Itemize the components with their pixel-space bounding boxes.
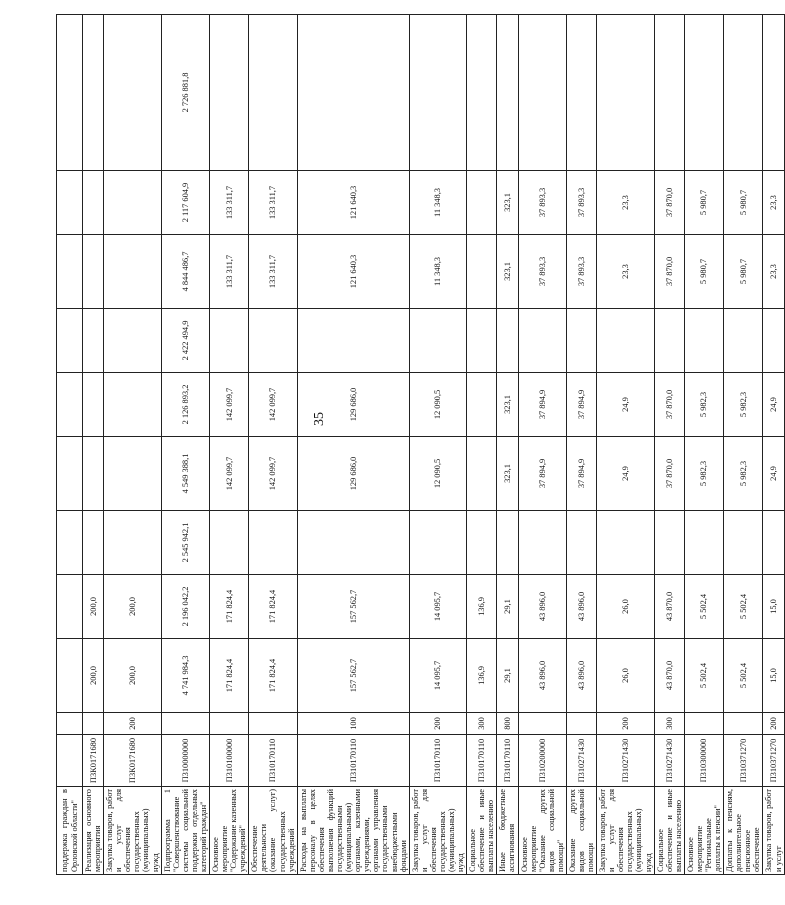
table-row — [654, 15, 684, 875]
row-value-cell: 2 117 604,9 — [161, 171, 209, 235]
row-code-cell: П310170110 — [409, 735, 466, 787]
row-code-cell: П3К0171680 — [104, 735, 161, 787]
table-row — [409, 15, 466, 875]
row-value-cell: 200,0 — [104, 639, 161, 713]
row-value-cell — [104, 309, 161, 373]
row-name-cell: Закупка товаров, работ и услуг для обеспечения государственных (муниципальных) нужд — [597, 787, 654, 875]
row-value-cell: 15,0 — [763, 575, 784, 639]
row-value-cell — [297, 309, 409, 373]
row-name-cell: Основное мероприятие "Оказание других видов социальной помощи" — [518, 787, 566, 875]
row-name-cell: Оказание других видов социальной помощи — [566, 787, 596, 875]
table-row — [297, 15, 409, 875]
row-value-cell: 171 824,4 — [249, 639, 297, 713]
row-value-cell: 5 982,3 — [684, 373, 723, 437]
row-value-cell: 171 824,4 — [249, 575, 297, 639]
row-value-cell: 5 502,4 — [724, 639, 763, 713]
row-name-cell: Социальное обеспечение и иные выплаты населению — [467, 787, 497, 875]
row-vr-cell — [724, 713, 763, 735]
row-value-cell — [83, 171, 104, 235]
row-value-cell: 11 348,3 — [409, 235, 466, 309]
row-value-cell — [210, 309, 249, 373]
row-value-cell: 29,1 — [497, 575, 518, 639]
row-value-cell — [597, 511, 654, 575]
row-code-cell: П310371270 — [724, 735, 763, 787]
row-value-cell: 37 894,9 — [518, 437, 566, 511]
row-value-cell: 37 894,9 — [518, 373, 566, 437]
row-value-cell — [724, 511, 763, 575]
row-value-cell — [597, 309, 654, 373]
row-value-cell — [763, 15, 784, 171]
row-value-cell — [104, 171, 161, 235]
row-value-cell — [249, 309, 297, 373]
row-value-cell — [57, 171, 83, 235]
row-vr-cell — [566, 713, 596, 735]
row-value-cell — [654, 309, 684, 373]
row-value-cell: 171 824,4 — [210, 639, 249, 713]
row-value-cell: 23,3 — [763, 235, 784, 309]
row-value-cell — [467, 235, 497, 309]
row-value-cell: 5 982,3 — [684, 437, 723, 511]
row-vr-cell: 300 — [467, 713, 497, 735]
row-value-cell — [409, 511, 466, 575]
row-value-cell — [57, 511, 83, 575]
row-value-cell — [724, 309, 763, 373]
table-row — [210, 15, 249, 875]
row-vr-cell: 200 — [409, 713, 466, 735]
row-value-cell: 12 090,5 — [409, 373, 466, 437]
row-value-cell: 37 894,9 — [566, 437, 596, 511]
row-code-cell — [57, 735, 83, 787]
row-value-cell: 37 893,3 — [566, 171, 596, 235]
row-vr-cell: 300 — [654, 713, 684, 735]
row-name-cell: поддержка граждан в Орловской области" — [57, 787, 83, 875]
row-value-cell — [57, 309, 83, 373]
row-value-cell — [57, 639, 83, 713]
table-row — [724, 15, 763, 875]
row-value-cell: 121 640,3 — [297, 235, 409, 309]
row-value-cell: 5 980,7 — [724, 235, 763, 309]
row-value-cell — [57, 235, 83, 309]
row-name-cell: Доплаты к пенсиям, дополнительное пенсионное обеспечение — [724, 787, 763, 875]
rotated-budget-sheet — [56, 15, 783, 875]
row-value-cell — [104, 511, 161, 575]
row-value-cell: 24,9 — [597, 373, 654, 437]
row-value-cell — [57, 15, 83, 171]
row-value-cell — [497, 15, 518, 171]
row-code-cell: П310371270 — [763, 735, 784, 787]
row-value-cell: 14 095,7 — [409, 639, 466, 713]
table-row — [497, 15, 518, 875]
row-name-cell: Основное мероприятие "Региональные доплаты к пенсии" — [684, 787, 723, 875]
row-value-cell: 142 099,7 — [210, 373, 249, 437]
row-value-cell — [566, 15, 596, 171]
row-value-cell — [104, 373, 161, 437]
row-value-cell: 24,9 — [597, 437, 654, 511]
row-value-cell — [409, 15, 466, 171]
row-value-cell: 24,9 — [763, 373, 784, 437]
table-row — [597, 15, 654, 875]
row-value-cell: 24,9 — [763, 437, 784, 511]
row-code-cell: П310200000 — [518, 735, 566, 787]
row-value-cell: 5 502,4 — [684, 639, 723, 713]
row-value-cell: 323,1 — [497, 437, 518, 511]
row-value-cell: 142 099,7 — [249, 373, 297, 437]
row-value-cell — [566, 511, 596, 575]
row-value-cell: 14 095,7 — [409, 575, 466, 639]
row-name-cell: Закупка товаров, работ и услуг для обеспечения государственных (муниципальных) нужд — [104, 787, 161, 875]
row-value-cell: 43 896,0 — [518, 575, 566, 639]
row-value-cell — [497, 511, 518, 575]
row-value-cell: 5 980,7 — [684, 171, 723, 235]
row-value-cell — [724, 15, 763, 171]
row-value-cell — [518, 511, 566, 575]
row-value-cell: 323,1 — [497, 171, 518, 235]
row-value-cell: 121 640,3 — [297, 171, 409, 235]
row-value-cell: 5 980,7 — [724, 171, 763, 235]
row-value-cell — [57, 575, 83, 639]
row-value-cell: 4 741 984,3 — [161, 639, 209, 713]
row-value-cell: 37 894,9 — [566, 373, 596, 437]
row-name-cell: Расходы на выплаты персоналу в целях обеспечения выполнения функций государственными (муниципальными) органами, казенными учреждениями, органами управления государственными внебюджетными фондами — [297, 787, 409, 875]
row-value-cell — [210, 15, 249, 171]
row-value-cell — [763, 309, 784, 373]
table-row — [161, 15, 209, 875]
row-value-cell: 11 348,3 — [409, 171, 466, 235]
row-value-cell — [467, 437, 497, 511]
row-value-cell: 129 686,0 — [297, 437, 409, 511]
row-value-cell: 37 893,3 — [566, 235, 596, 309]
row-code-cell: П310000000 — [161, 735, 209, 787]
row-value-cell: 26,0 — [597, 639, 654, 713]
row-vr-cell — [161, 713, 209, 735]
row-value-cell — [83, 373, 104, 437]
row-value-cell — [684, 15, 723, 171]
row-value-cell: 37 870,0 — [654, 437, 684, 511]
row-value-cell — [210, 511, 249, 575]
budget-table — [56, 14, 785, 875]
row-value-cell: 2 545 942,1 — [161, 511, 209, 575]
row-value-cell: 29,1 — [497, 639, 518, 713]
row-value-cell — [597, 15, 654, 171]
row-vr-cell — [210, 713, 249, 735]
row-value-cell: 5 982,3 — [724, 373, 763, 437]
row-name-cell: Реализация основного мероприятия — [83, 787, 104, 875]
row-value-cell: 37 870,0 — [654, 171, 684, 235]
row-value-cell: 136,9 — [467, 575, 497, 639]
row-value-cell: 23,3 — [763, 171, 784, 235]
row-value-cell — [518, 15, 566, 171]
row-code-cell: П310100000 — [210, 735, 249, 787]
row-value-cell: 5 502,4 — [724, 575, 763, 639]
row-value-cell — [467, 309, 497, 373]
row-value-cell — [566, 309, 596, 373]
row-value-cell: 4 844 486,7 — [161, 235, 209, 309]
row-vr-cell: 200 — [104, 713, 161, 735]
row-name-cell: Основное мероприятие "Содержание казенных учреждений" — [210, 787, 249, 875]
row-value-cell: 2 196 042,2 — [161, 575, 209, 639]
row-value-cell — [654, 511, 684, 575]
row-code-cell: П3К0171680 — [83, 735, 104, 787]
row-value-cell — [654, 15, 684, 171]
row-value-cell — [467, 15, 497, 171]
row-value-cell: 43 896,0 — [566, 639, 596, 713]
row-value-cell — [467, 373, 497, 437]
row-value-cell: 133 311,7 — [249, 235, 297, 309]
row-value-cell: 15,0 — [763, 639, 784, 713]
row-value-cell — [83, 235, 104, 309]
row-vr-cell — [684, 713, 723, 735]
row-code-cell: П310271430 — [654, 735, 684, 787]
row-value-cell — [518, 309, 566, 373]
row-value-cell: 4 549 388,1 — [161, 437, 209, 511]
row-value-cell: 323,1 — [497, 235, 518, 309]
row-value-cell: 12 090,5 — [409, 437, 466, 511]
row-value-cell — [684, 511, 723, 575]
row-value-cell: 133 311,7 — [249, 171, 297, 235]
row-value-cell: 200,0 — [104, 575, 161, 639]
table-row — [467, 15, 497, 875]
row-value-cell: 133 311,7 — [210, 235, 249, 309]
row-code-cell: П310170110 — [297, 735, 409, 787]
table-row — [57, 15, 83, 875]
row-value-cell — [104, 437, 161, 511]
row-value-cell — [83, 437, 104, 511]
table-row — [566, 15, 596, 875]
table-body — [57, 15, 785, 875]
row-value-cell — [409, 309, 466, 373]
row-value-cell — [57, 373, 83, 437]
row-value-cell — [763, 511, 784, 575]
row-value-cell — [467, 511, 497, 575]
row-value-cell: 157 562,7 — [297, 575, 409, 639]
row-name-cell: Закупка товаров, работ и услуг для обеспечения государственных (муниципальных) нужд — [409, 787, 466, 875]
row-value-cell: 171 824,4 — [210, 575, 249, 639]
row-value-cell: 43 896,0 — [518, 639, 566, 713]
table-row — [83, 15, 104, 875]
row-name-cell: Социальное обеспечение и иные выплаты населению — [654, 787, 684, 875]
table-row — [249, 15, 297, 875]
row-value-cell: 200,0 — [83, 639, 104, 713]
row-value-cell: 129 686,0 — [297, 373, 409, 437]
row-value-cell: 5 980,7 — [684, 235, 723, 309]
row-value-cell — [83, 511, 104, 575]
row-name-cell: Подпрограмма 1 "Совершенствование системы социальной поддержки отдельных категорий граждан" — [161, 787, 209, 875]
row-value-cell: 23,3 — [597, 235, 654, 309]
table-row — [104, 15, 161, 875]
row-value-cell: 43 870,0 — [654, 639, 684, 713]
row-vr-cell: 200 — [763, 713, 784, 735]
row-value-cell: 157 562,7 — [297, 639, 409, 713]
table-row — [518, 15, 566, 875]
row-value-cell: 26,0 — [597, 575, 654, 639]
row-value-cell — [57, 437, 83, 511]
row-vr-cell — [83, 713, 104, 735]
row-value-cell: 133 311,7 — [210, 171, 249, 235]
row-value-cell: 2 726 881,8 — [161, 15, 209, 171]
row-value-cell: 37 893,3 — [518, 235, 566, 309]
row-vr-cell: 800 — [497, 713, 518, 735]
row-value-cell: 5 502,4 — [684, 575, 723, 639]
row-code-cell: П310170110 — [467, 735, 497, 787]
row-code-cell: П310170110 — [497, 735, 518, 787]
row-value-cell — [497, 309, 518, 373]
row-vr-cell — [518, 713, 566, 735]
row-value-cell — [83, 15, 104, 171]
row-vr-cell: 200 — [597, 713, 654, 735]
row-value-cell — [467, 171, 497, 235]
row-value-cell: 37 870,0 — [654, 373, 684, 437]
row-value-cell: 142 099,7 — [210, 437, 249, 511]
table-row — [763, 15, 784, 875]
row-value-cell — [297, 15, 409, 171]
row-name-cell: Обеспечение деятельности (оказание услуг) государственных учреждений — [249, 787, 297, 875]
row-value-cell — [83, 309, 104, 373]
row-name-cell: Иные бюджетные ассигнования — [497, 787, 518, 875]
row-value-cell: 200,0 — [83, 575, 104, 639]
row-value-cell: 142 099,7 — [249, 437, 297, 511]
row-value-cell: 37 893,3 — [518, 171, 566, 235]
row-value-cell: 323,1 — [497, 373, 518, 437]
row-vr-cell — [57, 713, 83, 735]
row-value-cell — [249, 15, 297, 171]
row-value-cell: 5 982,3 — [724, 437, 763, 511]
row-value-cell — [104, 15, 161, 171]
row-value-cell — [684, 309, 723, 373]
row-code-cell: П310170110 — [249, 735, 297, 787]
row-code-cell: П310271430 — [566, 735, 596, 787]
row-value-cell: 2 126 893,2 — [161, 373, 209, 437]
row-value-cell: 43 896,0 — [566, 575, 596, 639]
row-value-cell — [297, 511, 409, 575]
row-name-cell: Закупка товаров, работ и услуг — [763, 787, 784, 875]
row-code-cell: П310300000 — [684, 735, 723, 787]
row-value-cell — [104, 235, 161, 309]
row-value-cell: 37 870,0 — [654, 235, 684, 309]
row-value-cell: 136,9 — [467, 639, 497, 713]
page-number: 35 — [312, 412, 327, 426]
row-value-cell: 43 870,0 — [654, 575, 684, 639]
row-value-cell: 2 422 494,9 — [161, 309, 209, 373]
row-value-cell — [249, 511, 297, 575]
table-row — [684, 15, 723, 875]
row-vr-cell — [249, 713, 297, 735]
row-code-cell: П310271430 — [597, 735, 654, 787]
row-value-cell: 23,3 — [597, 171, 654, 235]
row-vr-cell: 100 — [297, 713, 409, 735]
